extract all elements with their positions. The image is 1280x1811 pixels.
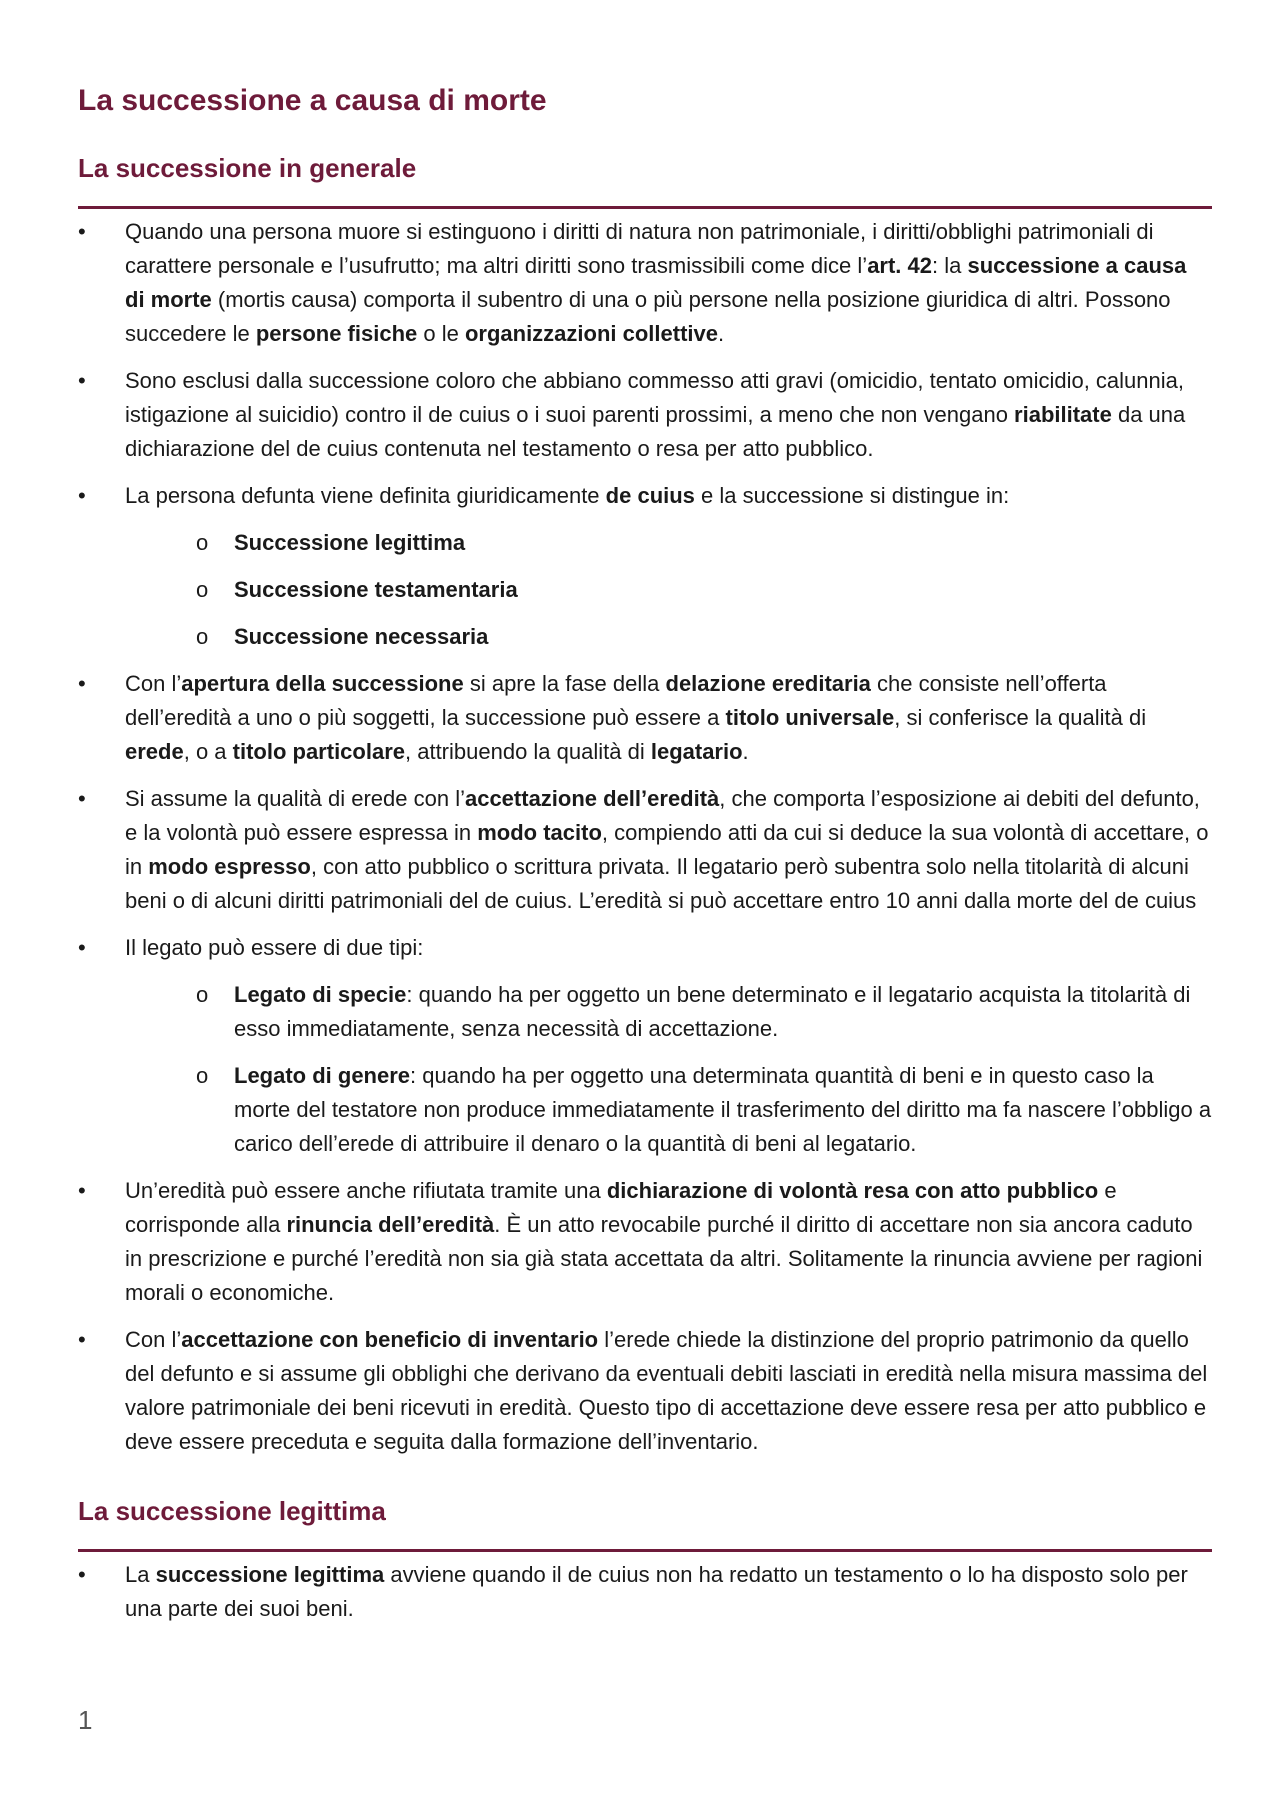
document-title: La successione a causa di morte <box>78 84 547 117</box>
sub-list-succession-types <box>125 526 1212 654</box>
bullet-list-general <box>78 215 1212 1459</box>
bullet-icon: • <box>78 219 86 244</box>
list-item: • Un’eredità può essere anche rifiutata tramite una dichiarazione di volontà resa con atto pubblico e corrisponde alla rinuncia dell’eredità. È un atto revocabile purché il diritto di accettare non sia ancora caduto in prescrizione e purché l’eredità non sia già stata accettata da altri. Solitamente la rinuncia avviene per ragioni morali o economiche. <box>78 1174 1212 1310</box>
sub-list-item: o Successione necessaria <box>125 620 1212 654</box>
list-item: • Con l’accettazione con beneficio di inventario l’erede chiede la distinzione del proprio patrimonio da quello del defunto e si assume gli obblighi che derivano da eventuali debiti lasciati in eredità nella misura massima del valore patrimoniale dei beni ricevuti in eredità. Questo tipo di accettazione deve essere resa per atto pubblico e deve essere preceduta e seguita dalla formazione dell’inventario. <box>78 1323 1212 1459</box>
section-title-general: La successione in generale <box>78 150 1212 209</box>
page-number: 1 <box>78 1705 93 1735</box>
circle-bullet-icon: o <box>196 624 209 649</box>
sub-list-item: o Successione legittima <box>125 526 1212 560</box>
bullet-icon: • <box>78 786 86 811</box>
sub-list-item: o Successione testamentaria <box>125 573 1212 607</box>
circle-bullet-icon: o <box>196 1063 209 1088</box>
bullet-icon: • <box>78 1178 86 1203</box>
section-title-legitimate: La successione legittima <box>78 1493 1212 1552</box>
bullet-icon: • <box>78 1562 86 1587</box>
bullet-icon: • <box>78 671 86 696</box>
bullet-icon: • <box>78 483 86 508</box>
bullet-icon: • <box>78 935 86 960</box>
list-item: • Con l’apertura della successione si apre la fase della delazione ereditaria che consiste nell’offerta dell’eredità a uno o più soggetti, la successione può essere a titolo universale, si conferisce la qualità di erede, o a titolo particolare, attribuendo la qualità di legatario. <box>78 667 1212 769</box>
sub-list-item: o Legato di genere: quando ha per oggetto una determinata quantità di beni e in questo caso la morte del testatore non produce immediatamente il trasferimento del diritto ma fa nascere l’obbligo a carico dell’erede di attribuire il denaro o la quantità di beni al legatario. <box>125 1059 1212 1161</box>
sub-list-item: o Legato di specie: quando ha per oggetto un bene determinato e il legatario acquista la titolarità di esso immediatamente, senza necessità di accettazione. <box>125 978 1212 1046</box>
list-item: • La persona defunta viene definita giuridicamente de cuius e la successione si distingue in: o Successione legittima o Successione testamentaria o Successione necessaria <box>78 479 1212 654</box>
list-item: • La successione legittima avviene quando il de cuius non ha redatto un testamento o lo ha disposto solo per una parte dei suoi beni. <box>78 1558 1212 1626</box>
list-item: • Sono esclusi dalla successione coloro che abbiano commesso atti gravi (omicidio, tentato omicidio, calunnia, istigazione al suicidio) contro il de cuius o i suoi parenti prossimi, a meno che non vengano riabilitate da una dichiarazione del de cuius contenuta nel testamento o resa per atto pubblico. <box>78 364 1212 466</box>
circle-bullet-icon: o <box>196 577 209 602</box>
bullet-list-legitimate <box>78 1558 1212 1626</box>
list-item: • Il legato può essere di due tipi: o Legato di specie: quando ha per oggetto un bene determinato e il legatario acquista la titolarità di esso immediatamente, senza necessità di accettazione. o Legato di genere: quando ha per oggetto una determinata quantità di beni e in questo caso la morte del testatore non produce immediatamente il trasferimento del diritto ma fa nascere l’obbligo a carico dell’erede di attribuire il denaro o la quantità di beni al legatario. <box>78 931 1212 1161</box>
list-item: • Si assume la qualità di erede con l’accettazione dell’eredità, che comporta l’esposizione ai debiti del defunto, e la volontà può essere espressa in modo tacito, compiendo atti da cui si deduce la sua volontà di accettare, o in modo espresso, con atto pubblico o scrittura privata. Il legatario però subentra solo nella titolarità di alcuni beni o di alcuni diritti patrimoniali del de cuius. L’eredità si può accettare entro 10 anni dalla morte del de cuius <box>78 782 1212 918</box>
sub-list-legacy-types <box>125 978 1212 1161</box>
document-page <box>78 80 1212 1639</box>
list-item: • Quando una persona muore si estinguono i diritti di natura non patrimoniale, i diritti/obblighi patrimoniali di carattere personale e l’usufrutto; ma altri diritti sono trasmissibili come dice l’art. 42: la successione a causa di morte (mortis causa) comporta il subentro di una o più persone nella posizione giuridica di altri. Possono succedere le persone fisiche o le organizzazioni collettive. <box>78 215 1212 351</box>
bullet-icon: • <box>78 368 86 393</box>
circle-bullet-icon: o <box>196 530 209 555</box>
circle-bullet-icon: o <box>196 982 209 1007</box>
bullet-icon: • <box>78 1327 86 1352</box>
